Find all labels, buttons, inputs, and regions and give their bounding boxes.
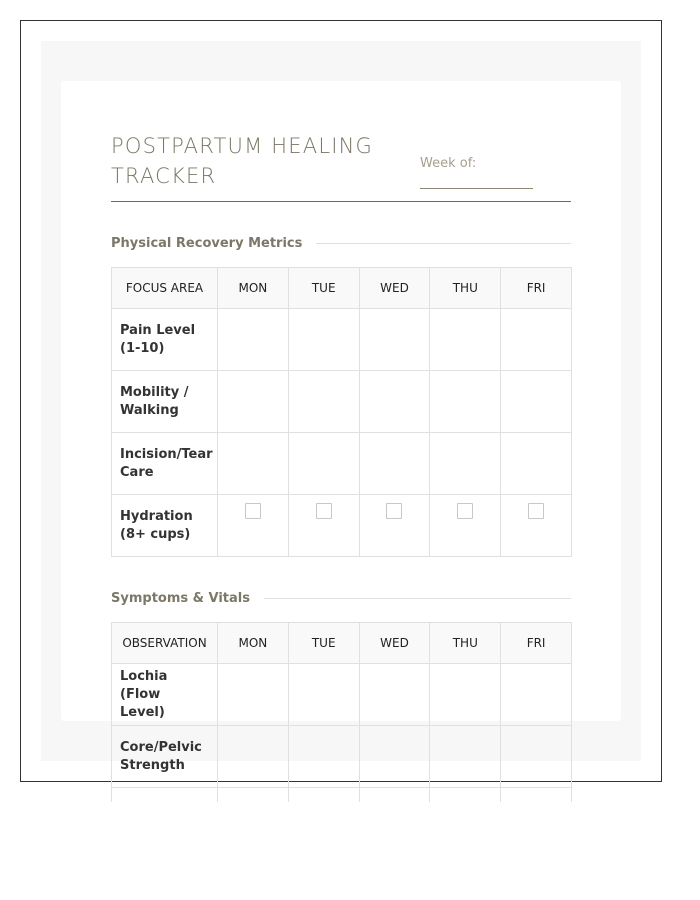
table-header-row (112, 623, 572, 664)
column-header-tue: TUE (288, 268, 359, 309)
entry-cell[interactable] (359, 788, 430, 803)
table-row (112, 495, 572, 557)
symptoms-table-viewport (100, 620, 580, 802)
entry-cell[interactable] (501, 433, 572, 495)
page-title (111, 131, 411, 191)
entry-cell[interactable] (359, 433, 430, 495)
row-label-hydration: Hydration (8+ cups) (112, 495, 218, 557)
row-label-mobility: Mobility / Walking (112, 371, 218, 433)
entry-cell[interactable] (359, 726, 430, 788)
column-header-wed: WED (359, 623, 430, 664)
entry-cell[interactable] (430, 433, 501, 495)
entry-cell[interactable] (430, 788, 501, 803)
physical-section-title: Physical Recovery Metrics (111, 235, 303, 251)
hydration-checkbox-thu[interactable] (457, 503, 473, 519)
entry-cell[interactable] (288, 726, 359, 788)
symptoms-section-header (111, 589, 571, 607)
week-of-label: Week of: (420, 156, 477, 171)
checkbox-cell (359, 495, 430, 557)
checkbox-cell (501, 495, 572, 557)
entry-cell[interactable] (288, 309, 359, 371)
section-divider (264, 598, 571, 599)
symptoms-section-title: Symptoms & Vitals (111, 590, 250, 606)
column-header-thu: THU (430, 623, 501, 664)
entry-cell[interactable] (501, 726, 572, 788)
physical-section-header (111, 234, 571, 252)
entry-cell[interactable] (501, 371, 572, 433)
column-header-mon: MON (218, 268, 289, 309)
entry-cell[interactable] (288, 433, 359, 495)
column-header-mon: MON (218, 623, 289, 664)
entry-cell[interactable] (501, 788, 572, 803)
hydration-checkbox-tue[interactable] (316, 503, 332, 519)
table-row (112, 664, 572, 726)
physical-recovery-table (111, 267, 572, 557)
column-header-fri: FRI (501, 268, 572, 309)
table-row (112, 726, 572, 788)
section-divider (316, 243, 571, 244)
column-header-thu: THU (430, 268, 501, 309)
entry-cell[interactable] (218, 726, 289, 788)
entry-cell[interactable] (218, 788, 289, 803)
table-header-row (112, 268, 572, 309)
entry-cell[interactable] (501, 309, 572, 371)
entry-cell[interactable] (430, 664, 501, 726)
title-divider (111, 201, 571, 202)
column-header-observation: OBSERVATION (112, 623, 218, 664)
entry-cell[interactable] (359, 309, 430, 371)
entry-cell[interactable] (218, 309, 289, 371)
table-row (112, 788, 572, 803)
week-of-field[interactable] (420, 188, 533, 189)
entry-cell[interactable] (218, 371, 289, 433)
column-header-wed: WED (359, 268, 430, 309)
hydration-checkbox-mon[interactable] (245, 503, 261, 519)
entry-cell[interactable] (430, 371, 501, 433)
checkbox-cell (288, 495, 359, 557)
entry-cell[interactable] (218, 664, 289, 726)
entry-cell[interactable] (288, 664, 359, 726)
row-label-pain-level: Pain Level (1-10) (112, 309, 218, 371)
column-header-fri: FRI (501, 623, 572, 664)
symptoms-vitals-table (111, 622, 572, 802)
hydration-checkbox-wed[interactable] (386, 503, 402, 519)
entry-cell[interactable] (288, 788, 359, 803)
title-line-2: TRACKER (111, 164, 217, 188)
entry-cell[interactable] (430, 726, 501, 788)
entry-cell[interactable] (359, 371, 430, 433)
row-label-next (112, 788, 218, 803)
column-header-tue: TUE (288, 623, 359, 664)
entry-cell[interactable] (430, 309, 501, 371)
table-row (112, 371, 572, 433)
row-label-core-pelvic: Core/Pelvic Strength (112, 726, 218, 788)
entry-cell[interactable] (501, 664, 572, 726)
entry-cell[interactable] (288, 371, 359, 433)
table-row (112, 309, 572, 371)
table-row (112, 433, 572, 495)
row-label-incision-care: Incision/Tear Care (112, 433, 218, 495)
checkbox-cell (430, 495, 501, 557)
row-label-lochia: Lochia (Flow Level) (112, 664, 218, 726)
column-header-focus-area: FOCUS AREA (112, 268, 218, 309)
title-line-1: POSTPARTUM HEALING (111, 134, 373, 158)
entry-cell[interactable] (359, 664, 430, 726)
entry-cell[interactable] (218, 433, 289, 495)
hydration-checkbox-fri[interactable] (528, 503, 544, 519)
checkbox-cell (218, 495, 289, 557)
